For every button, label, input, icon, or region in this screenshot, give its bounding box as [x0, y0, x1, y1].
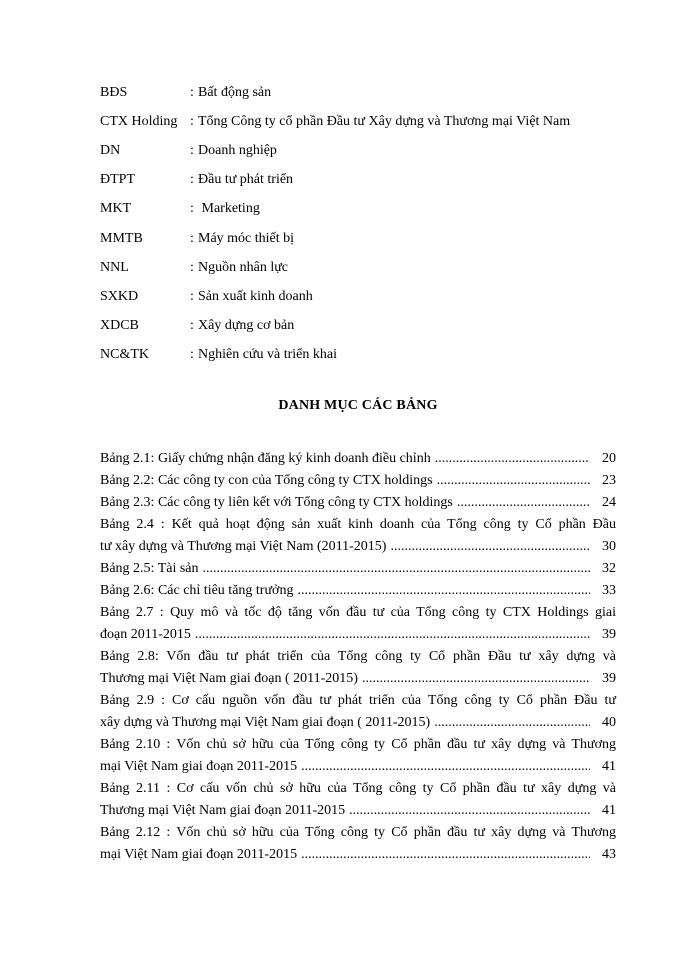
- toc-leader: [435, 448, 590, 470]
- toc-page-number: 40: [602, 715, 616, 730]
- abbreviation-value: Bất động sản: [198, 84, 272, 100]
- toc-leader: [457, 492, 590, 514]
- toc-entry-title: Bảng 2.10 : Vốn chủ sở hữu của Tổng công ty Cổ phần đầu tư xây dựng và Thương: [100, 737, 616, 752]
- abbreviation-value: Marketing: [198, 201, 260, 217]
- toc-page-number: 43: [602, 847, 616, 862]
- toc-entry-title-continued: mại Việt Nam giai đoạn 2011-2015: [100, 847, 298, 862]
- toc-entry[interactable]: [100, 602, 616, 646]
- toc-entry[interactable]: [100, 778, 616, 822]
- abbreviation-row: [100, 107, 620, 136]
- toc-entry[interactable]: [100, 558, 616, 580]
- abbreviation-row: [100, 78, 620, 107]
- abbreviation-key: NNL: [100, 259, 129, 275]
- toc-page-number: 30: [602, 539, 616, 554]
- toc-leader: [390, 536, 590, 558]
- abbreviation-list: [100, 78, 620, 370]
- toc-entry[interactable]: [100, 646, 616, 690]
- toc-entry[interactable]: [100, 514, 616, 558]
- toc-entry[interactable]: [100, 448, 616, 470]
- toc-leader: [195, 624, 590, 646]
- abbreviation-row: [100, 282, 620, 311]
- abbreviation-separator: :: [190, 172, 194, 188]
- abbreviation-row: [100, 195, 620, 224]
- abbreviation-value: Đầu tư phát triển: [198, 172, 294, 188]
- toc-page-number: 41: [602, 803, 616, 818]
- toc-page-number: 20: [602, 451, 616, 466]
- abbreviation-key: MMTB: [100, 230, 143, 246]
- toc-page-number: 32: [602, 561, 616, 576]
- toc-leader: [301, 844, 590, 866]
- abbreviation-row: [100, 253, 620, 282]
- toc-entry-title: Bảng 2.9 : Cơ cấu nguồn vốn đầu tư phát triển của Tổng công ty Cổ phần Đầu tư: [100, 693, 616, 708]
- abbreviation-row: [100, 166, 620, 195]
- toc-page-number: 24: [602, 495, 616, 510]
- abbreviation-key: XDCB: [100, 318, 139, 334]
- toc-page-number: 41: [602, 759, 616, 774]
- toc-leader: [434, 712, 590, 734]
- toc-entry[interactable]: [100, 492, 616, 514]
- abbreviation-key: CTX Holding: [100, 113, 178, 129]
- toc-page-number: 39: [602, 627, 616, 642]
- toc-entry-title-continued: tư xây dựng và Thương mại Việt Nam (2011-2015): [100, 539, 387, 554]
- toc-page-number: 33: [602, 583, 616, 598]
- abbreviation-separator: :: [190, 142, 194, 158]
- abbreviation-separator: :: [190, 347, 194, 363]
- toc-entry-title: Bảng 2.11 : Cơ cấu vốn chủ sở hữu của Tổng công ty Cổ phần đầu tư xây dựng và: [100, 781, 616, 796]
- abbreviation-value: Tổng Công ty cổ phần Đầu tư Xây dựng và Thương mại Việt Nam: [198, 113, 571, 129]
- section-title: DANH MỤC CÁC BẢNG: [278, 398, 438, 413]
- toc-entry-title: Bảng 2.7 : Quy mô và tốc độ tăng vốn đầu tư của Tổng công ty CTX Holdings giai: [100, 605, 616, 620]
- toc-entry-title: Bảng 2.8: Vốn đầu tư phát triển của Tổng công ty Cổ phần Đầu tư xây dựng và: [100, 649, 616, 664]
- toc-entry-title: Bảng 2.3: Các công ty liên kết với Tổng công ty CTX holdings: [100, 495, 453, 510]
- abbreviation-value: Nghiên cứu và triển khai: [198, 347, 337, 363]
- toc-entry-title: Bảng 2.6: Các chỉ tiêu tăng trưởng: [100, 583, 294, 598]
- toc-leader: [203, 558, 590, 580]
- abbreviation-key: MKT: [100, 201, 132, 217]
- abbreviation-value: Sản xuất kinh doanh: [198, 288, 313, 304]
- abbreviation-key: DN: [100, 142, 121, 158]
- toc-entry-title: Bảng 2.5: Tài sản: [100, 561, 199, 576]
- abbreviation-row: [100, 224, 620, 253]
- abbreviation-separator: :: [190, 113, 194, 129]
- toc-entry[interactable]: [100, 734, 616, 778]
- toc-entry-title-continued: xây dựng và Thương mại Việt Nam giai đoạn ( 2011-2015): [100, 715, 431, 730]
- toc-page-number: 39: [602, 671, 616, 686]
- toc-entry-title-continued: Thương mại Việt Nam giai đoạn 2011-2015: [100, 803, 346, 818]
- abbreviation-row: [100, 312, 620, 341]
- toc-entry[interactable]: [100, 822, 616, 866]
- table-list: [100, 448, 616, 866]
- abbreviation-key: NC&TK: [100, 347, 149, 363]
- toc-entry-title-continued: mại Việt Nam giai đoạn 2011-2015: [100, 759, 298, 774]
- toc-leader: [362, 668, 590, 690]
- toc-entry[interactable]: [100, 580, 616, 602]
- abbreviation-value: Doanh nghiệp: [198, 142, 277, 158]
- toc-entry-title: Bảng 2.4 : Kết quả hoạt động sản xuất kinh doanh của Tổng công ty Cổ phần Đầu: [100, 517, 616, 532]
- abbreviation-value: Máy móc thiết bị: [198, 230, 295, 246]
- abbreviation-key: BĐS: [100, 84, 128, 100]
- toc-entry-title: Bảng 2.2: Các công ty con của Tổng công ty CTX holdings: [100, 473, 433, 488]
- abbreviation-row: [100, 136, 620, 165]
- toc-entry[interactable]: [100, 690, 616, 734]
- abbreviation-key: ĐTPT: [100, 172, 135, 188]
- abbreviation-separator: :: [190, 201, 194, 217]
- abbreviation-value: Nguồn nhân lực: [198, 259, 289, 275]
- abbreviation-separator: :: [190, 288, 194, 304]
- toc-entry[interactable]: [100, 470, 616, 492]
- abbreviation-separator: :: [190, 84, 194, 100]
- toc-leader: [437, 470, 590, 492]
- abbreviation-separator: :: [190, 259, 194, 275]
- abbreviation-key: SXKD: [100, 288, 139, 304]
- abbreviation-row: [100, 341, 620, 370]
- toc-leader: [301, 756, 590, 778]
- abbreviation-separator: :: [190, 318, 194, 334]
- toc-page-number: 23: [602, 473, 616, 488]
- toc-leader: [297, 580, 590, 602]
- toc-entry-title: Bảng 2.1: Giấy chứng nhận đăng ký kinh doanh điều chỉnh: [100, 451, 431, 466]
- toc-entry-title-continued: đoạn 2011-2015: [100, 627, 191, 642]
- toc-entry-title-continued: Thương mại Việt Nam giai đoạn ( 2011-2015): [100, 671, 358, 686]
- abbreviation-value: Xây dựng cơ bản: [198, 318, 295, 334]
- toc-leader: [349, 800, 590, 822]
- abbreviation-separator: :: [190, 230, 194, 246]
- toc-entry-title: Bảng 2.12 : Vốn chủ sở hữu của Tổng công ty Cổ phần đầu tư xây dựng và Thương: [100, 825, 616, 840]
